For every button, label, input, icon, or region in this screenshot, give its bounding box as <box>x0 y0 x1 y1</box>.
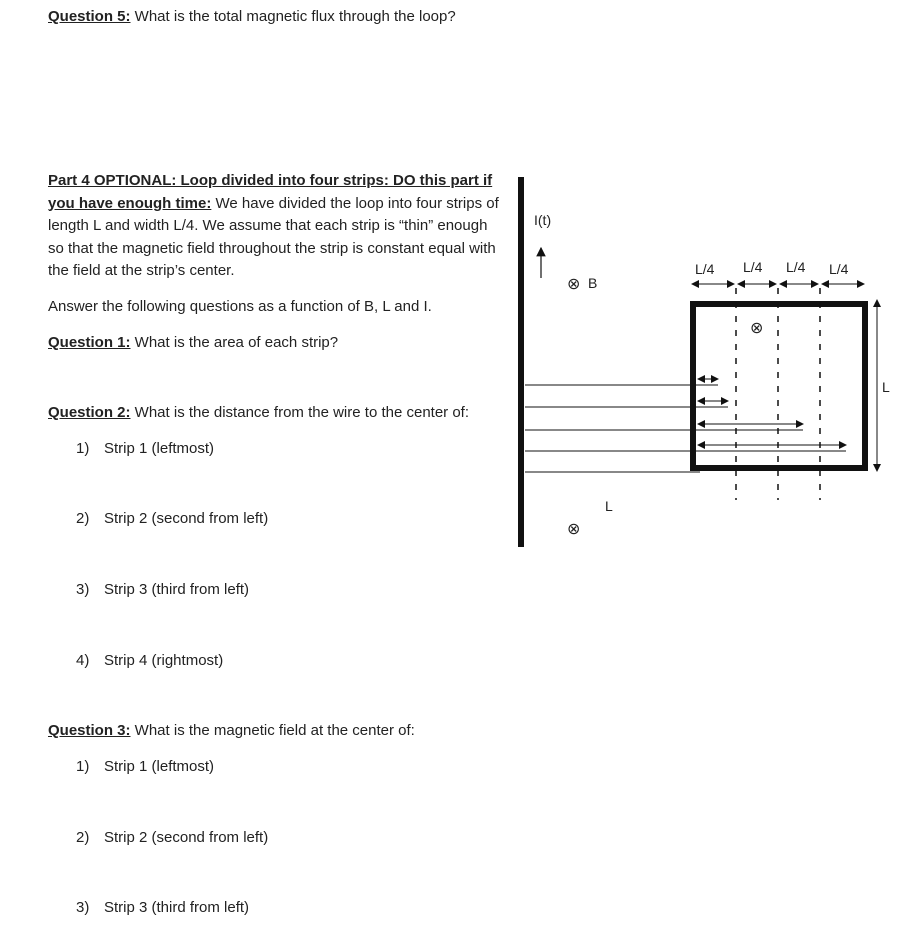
list-item-text: Strip 2 (second from left) <box>104 829 269 846</box>
question-3-label: Question 3: <box>48 722 131 739</box>
strip-width-label: L/4 <box>829 261 849 277</box>
field-into-page-icon: ⊗ <box>567 521 581 538</box>
list-number: 1) <box>76 758 90 775</box>
loop-height-label: L <box>882 379 890 395</box>
strip-width-label: L/4 <box>695 261 715 277</box>
part-4-body: We have divided the loop into four strips of length L and width L/4. We assume that each strip is “thin” enough so that the magnetic field throughout the strip is constant equal with the field at the strip’s center. <box>48 194 499 279</box>
question-2-label: Question 2: <box>48 404 131 421</box>
list-item-text: Strip 2 (second from left) <box>104 510 269 527</box>
list-number: 4) <box>76 652 90 669</box>
list-number: 1) <box>76 440 90 457</box>
list-number: 3) <box>76 581 90 598</box>
field-into-page-icon: ⊗ <box>567 276 581 293</box>
instruction-text: Answer the following questions as a function of B, L and I. <box>48 298 432 315</box>
question-1-text: What is the area of each strip? <box>130 334 339 351</box>
list-item-text: Strip 3 (third from left) <box>104 581 250 598</box>
current-loop <box>693 304 865 468</box>
list-number: 2) <box>76 829 90 846</box>
question-1-label: Question 1: <box>48 334 131 351</box>
field-into-page-icon: ⊗ <box>750 320 764 337</box>
list-item-text: Strip 1 (leftmost) <box>104 440 215 457</box>
question-5-text: What is the total magnetic flux through the loop? <box>130 8 456 25</box>
list-number: 2) <box>76 510 90 527</box>
list-number: 3) <box>76 899 90 916</box>
question-5-label: Question 5: <box>48 8 131 25</box>
strip-width-label: L/4 <box>743 259 763 275</box>
list-item-text: Strip 3 (third from left) <box>104 899 250 916</box>
question-3-text: What is the magnetic field at the center of: <box>130 722 415 739</box>
question-2-text: What is the distance from the wire to the center of: <box>130 404 470 421</box>
field-label: B <box>588 275 598 291</box>
list-item-text: Strip 4 (rightmost) <box>104 652 224 669</box>
strip-width-label: L/4 <box>786 259 806 275</box>
wire-distance-label: L <box>605 498 613 514</box>
part-4-heading: Part 4 OPTIONAL: Loop divided into four strips: DO this part if you have enough time: <box>48 172 493 212</box>
list-item-text: Strip 1 (leftmost) <box>104 758 215 775</box>
current-label: I(t) <box>534 212 552 228</box>
